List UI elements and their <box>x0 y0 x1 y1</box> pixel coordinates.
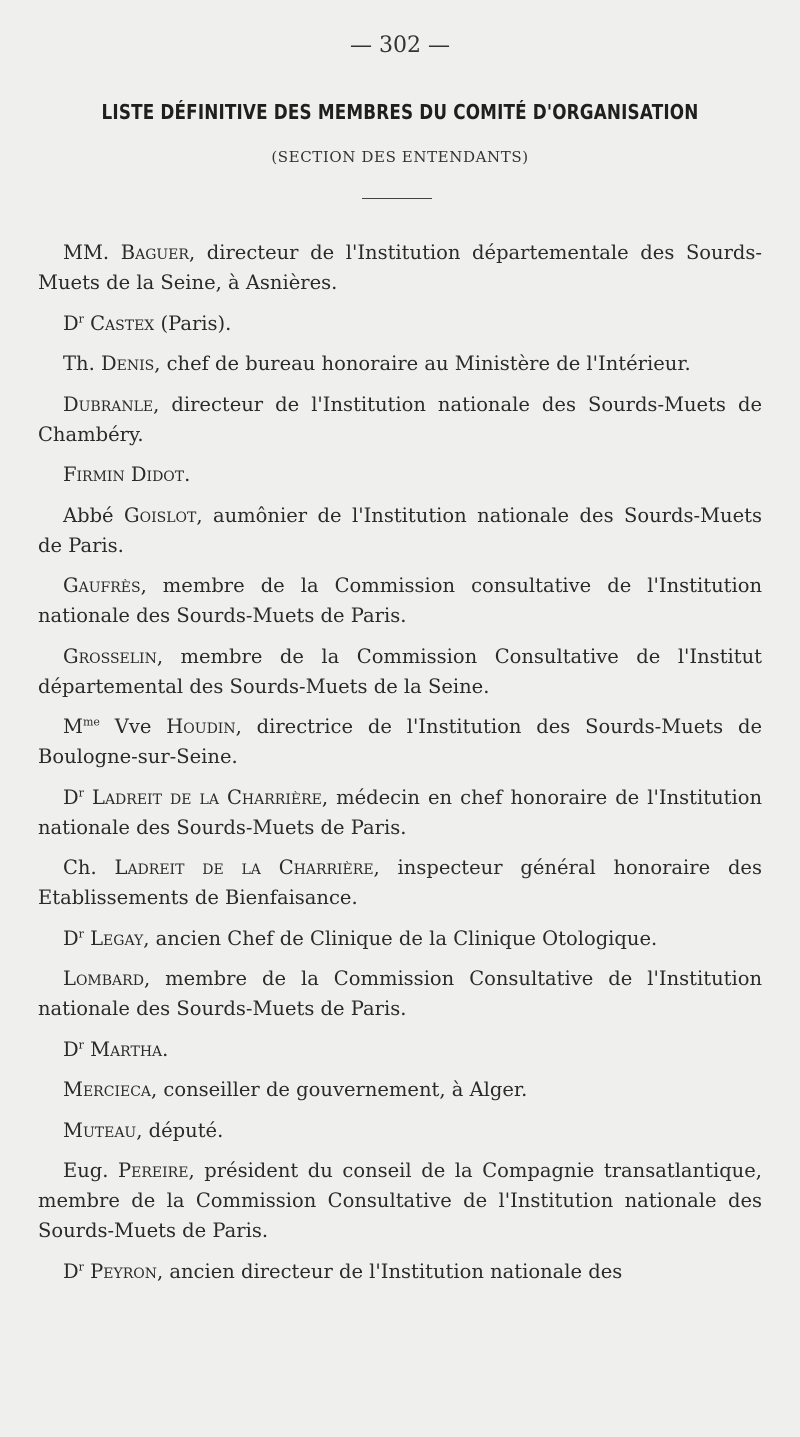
member-description: . <box>184 463 191 486</box>
member-prefix: D <box>63 311 79 335</box>
member-entry <box>38 571 762 631</box>
member-name: Martha <box>90 1037 163 1061</box>
member-name: Denis <box>100 352 155 375</box>
member-name: Lombard <box>63 967 144 990</box>
member-name: Pereire <box>118 1159 189 1182</box>
member-description: , président du conseil de la Compagnie transatlantique, membre de la Commission Consultative de l'Institution nationale des Sourds-Muets de Paris. <box>38 1159 762 1242</box>
member-name: Grosselin <box>63 644 157 668</box>
member-description: (Paris). <box>154 311 232 335</box>
member-entry <box>38 309 762 339</box>
member-description: , député. <box>136 1118 224 1142</box>
member-description: , médecin en chef honoraire de l'Institution nationale des Sourds-Muets de Paris. <box>38 785 762 839</box>
member-description: , membre de la Commission Consultative de l'Institution nationale des Sourds-Muets de Paris. <box>38 967 762 1020</box>
member-description: , aumônier de l'Institution nationale des Sourds-Muets de Paris. <box>38 503 762 557</box>
member-prefix: Ch. <box>63 856 115 879</box>
member-entry <box>38 460 762 490</box>
member-name: Ladreit de la Charrière <box>114 856 374 879</box>
member-entry <box>38 238 762 298</box>
member-description: , ancien Chef de Clinique de la Clinique Otologique. <box>143 926 658 950</box>
member-title-superscript: me <box>82 715 100 729</box>
member-title-superscript: r <box>78 786 84 799</box>
member-entry <box>38 853 762 913</box>
member-name: Gaufrès <box>63 574 141 597</box>
member-entry <box>38 501 762 561</box>
member-name: Baguer <box>120 241 189 264</box>
member-description: , inspecteur général honoraire des Etablissements de Bienfaisance. <box>38 856 762 909</box>
page-subtitle: (SECTION DES ENTENDANTS) <box>271 148 529 166</box>
member-description: , directeur de l'Institution nationale des Sourds-Muets de Chambéry. <box>38 392 762 446</box>
member-description: , membre de la Commission consultative de l'Institution nationale des Sourds-Muets de Paris. <box>38 574 762 627</box>
member-description: , directeur de l'Institution départementale des Sourds-Muets de la Seine, à Asnières. <box>38 241 762 294</box>
member-prefix: D <box>63 785 79 809</box>
member-entry <box>38 1156 762 1246</box>
member-prefix: Eug. <box>63 1159 119 1182</box>
member-name: Firmin Didot <box>63 463 185 486</box>
member-entry <box>38 964 762 1024</box>
member-name: Castex <box>90 311 155 335</box>
member-prefix: MM. <box>63 241 121 264</box>
page-number: — 302 — <box>350 33 450 58</box>
member-entry <box>38 783 762 843</box>
member-entry <box>38 712 762 772</box>
member-entry <box>38 1035 762 1065</box>
member-entry <box>38 1257 762 1287</box>
member-entry <box>38 1116 762 1146</box>
member-name: Ladreit de la Charrière <box>92 785 322 809</box>
member-entry <box>38 349 762 379</box>
member-description: , membre de la Commission Consultative de l'Institut départemental des Sourds-Muets de la Seine. <box>38 644 762 698</box>
member-prefix: Abbé <box>63 503 125 527</box>
member-description: , directrice de l'Institution des Sourds-Muets de Boulogne-sur-Seine. <box>38 715 762 768</box>
member-name: Mercieca <box>63 1078 152 1101</box>
member-prefix: M <box>63 715 83 738</box>
member-entry <box>38 1075 762 1105</box>
member-title-superscript: r <box>78 1260 84 1273</box>
member-title-superscript: r <box>78 1038 84 1051</box>
member-description: , chef de bureau honoraire au Ministère de l'Intérieur. <box>154 352 691 375</box>
member-title-superscript: r <box>78 927 84 940</box>
member-description: , ancien directeur de l'Institution nationale des <box>156 1259 623 1283</box>
member-name: Dubranle <box>63 392 154 416</box>
member-prefix: D <box>63 1037 79 1061</box>
member-name: Houdin <box>166 715 236 738</box>
member-prefix: D <box>63 1259 79 1283</box>
member-description: . <box>162 1037 169 1061</box>
member-name: Legay <box>90 926 144 950</box>
member-prefix: D <box>63 926 79 950</box>
title-divider <box>362 198 432 199</box>
member-prefix-extra: Vve <box>99 715 167 738</box>
member-list <box>38 238 762 1297</box>
member-entry <box>38 924 762 954</box>
member-title-superscript: r <box>78 312 84 325</box>
member-name: Goislot <box>124 503 197 527</box>
member-entry <box>38 642 762 702</box>
member-entry <box>38 390 762 450</box>
member-name: Muteau <box>63 1118 137 1142</box>
page-title: LISTE DÉFINITIVE DES MEMBRES DU COMITÉ D'ORGANISATION <box>101 100 699 124</box>
member-name: Peyron <box>90 1259 157 1283</box>
member-prefix: Th. <box>63 352 101 375</box>
member-description: , conseiller de gouvernement, à Alger. <box>151 1078 528 1101</box>
member-prefix-extra <box>84 786 92 809</box>
